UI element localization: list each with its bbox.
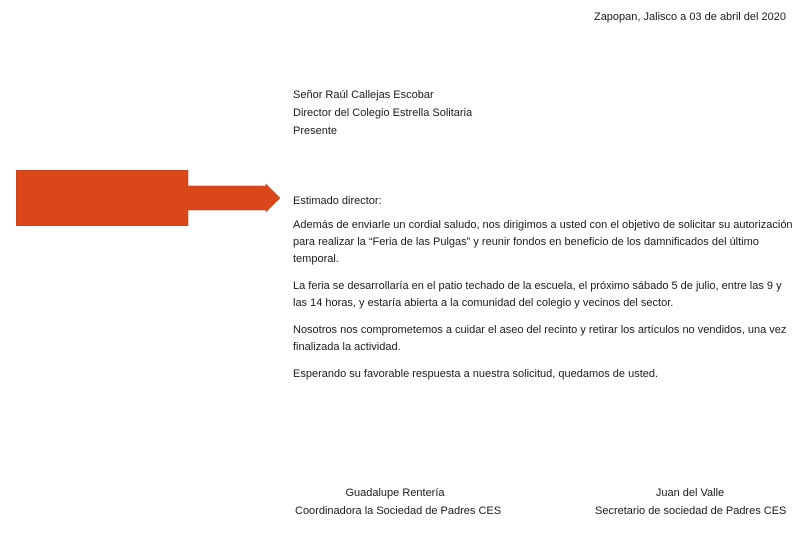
paragraph: La feria se desarrollaría en el patio techado de la escuela, el próximo sábado 5 de julio, entre las 9 y las 14 horas, y estaría abierta a la comunidad del colegio y vecinos del sector. [293, 280, 782, 309]
signature-name: Juan del Valle [655, 487, 725, 499]
signature-left [295, 484, 502, 520]
letter-body [293, 217, 793, 393]
signature-name: Guadalupe Rentería [345, 487, 445, 499]
salutation: Estimado director: [293, 195, 382, 207]
addressee-name: Señor Raúl Callejas Escobar [293, 89, 434, 101]
addressee-block [293, 86, 472, 140]
signature-title: Secretario de sociedad de Padres CES [595, 505, 787, 517]
right-arrow-icon [16, 170, 286, 226]
paragraph: Nosotros nos comprometemos a cuidar el aseo del recinto y retirar los artículos no vendidos, una vez finalizada la actividad. [293, 324, 787, 353]
paragraph: Además de enviarle un cordial saludo, nos dirigimos a usted con el objetivo de solicitar su autorización para realizar la “Feria de las Pulgas” y reunir fondos en beneficio de los damnificados del último temporal. [293, 219, 793, 265]
signature-right [595, 484, 785, 520]
right-arrow-shape [16, 170, 280, 226]
addressee-presente: Presente [293, 125, 338, 137]
addressee-position: Director del Colegio Estrella Solitaria [293, 107, 473, 119]
paragraph: Esperando su favorable respuesta a nuestra solicitud, quedamos de usted. [293, 368, 659, 380]
date-line: Zapopan, Jalisco a 03 de abril del 2020 [593, 11, 786, 23]
signature-title: Coordinadora la Sociedad de Padres CES [295, 505, 502, 517]
